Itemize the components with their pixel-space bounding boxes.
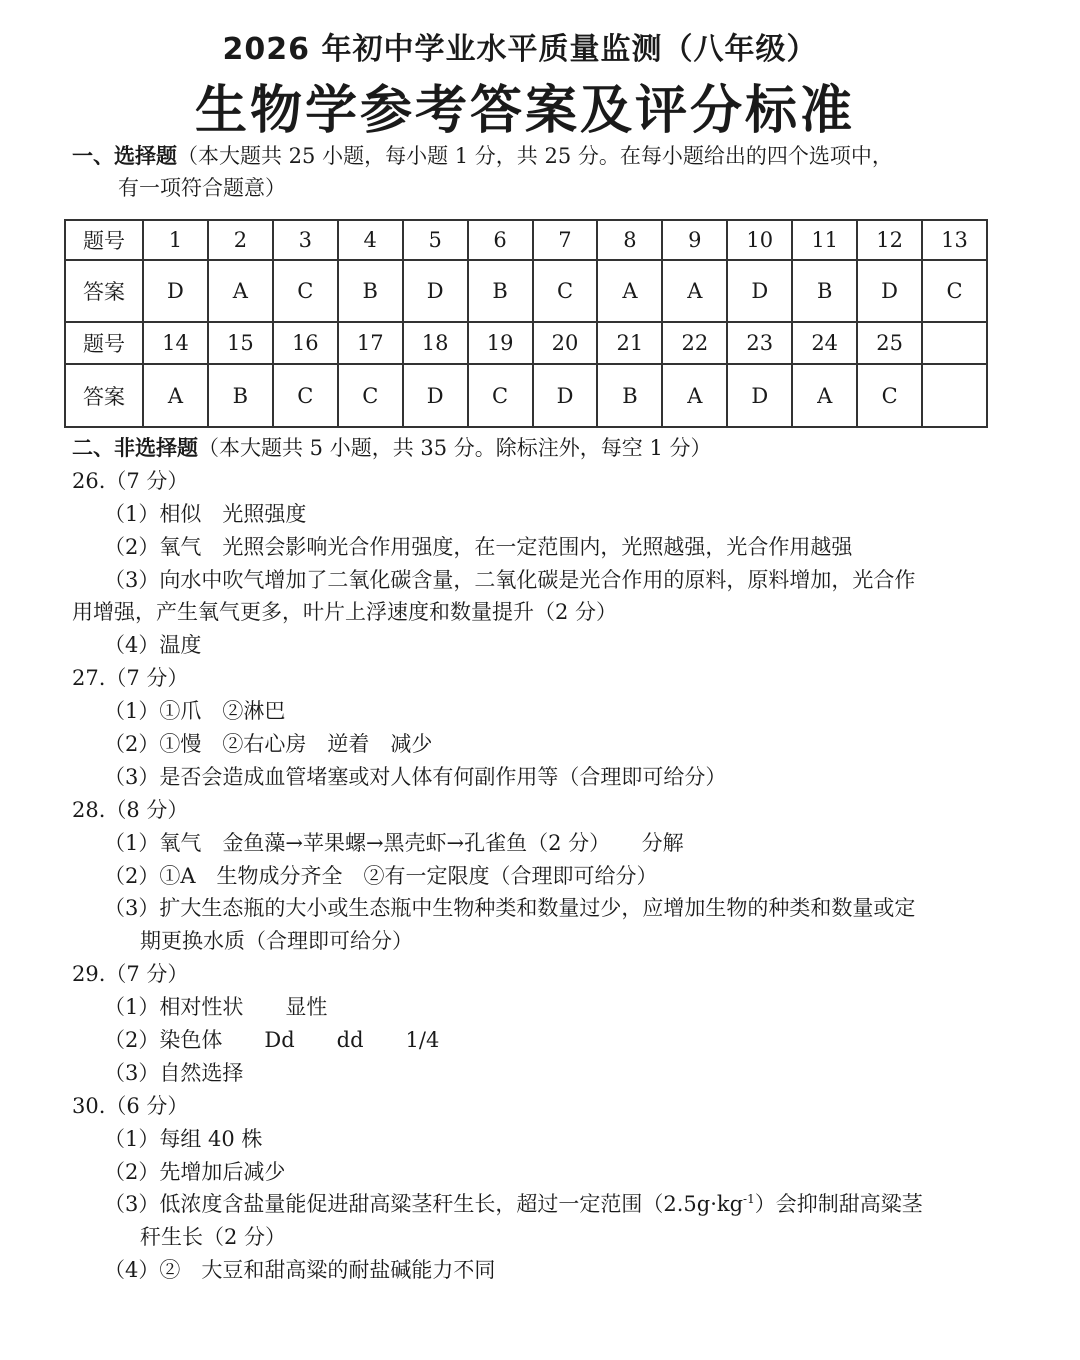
q28-answer-2: （2）①A 生物成分齐全 ②有一定限度（合理即可给分）	[104, 863, 658, 888]
q26-answer-4: （4）温度	[104, 633, 202, 658]
section-1-note: （本大题共 25 小题，每小题 1 分，共 25 分。在每小题给出的四个选项中，	[177, 144, 893, 168]
question-number-cell: 13	[922, 220, 987, 260]
answer-cell: C	[338, 364, 403, 427]
question-number-cell: 17	[338, 322, 403, 364]
q27-answer-2: （2）①慢 ②右心房 逆着 减少	[104, 732, 433, 757]
multiple-choice-answer-table	[64, 219, 988, 428]
answer-cell: B	[338, 260, 403, 322]
answer-cell: D	[727, 364, 792, 427]
q27-answer-1: （1）①爪 ②淋巴	[104, 699, 286, 724]
answer-cell: C	[273, 364, 338, 427]
question-28-title: 28.（8 分）	[72, 797, 189, 822]
q26-answer-2: （2）氧气 光照会影响光合作用强度，在一定范围内，光照越强，光合作用越强	[104, 534, 853, 559]
answer-cell: D	[143, 260, 208, 322]
answer-cell: B	[597, 364, 662, 427]
question-number-cell: 24	[792, 322, 857, 364]
unit-exponent: -1	[743, 1192, 755, 1207]
answer-cell: C	[857, 364, 922, 427]
empty-cell	[922, 364, 987, 427]
section-2-heading: 二、非选择题	[72, 436, 198, 460]
empty-cell	[922, 322, 987, 364]
table-row-answers-1	[65, 260, 987, 322]
answer-key-title: 生物学参考答案及评分标准	[194, 81, 855, 141]
q30-answer-3	[72, 1188, 1002, 1221]
answer-cell: C	[922, 260, 987, 322]
question-number-cell: 9	[662, 220, 727, 260]
question-26-title: 26.（7 分）	[72, 468, 189, 493]
table-row-numbers-1	[65, 220, 987, 260]
question-number-cell: 1	[143, 220, 208, 260]
question-number-cell: 18	[403, 322, 468, 364]
answer-cell: A	[792, 364, 857, 427]
q26-answer-1: （1）相似 光照强度	[104, 501, 307, 526]
question-number-cell: 10	[727, 220, 792, 260]
answer-cell: A	[662, 260, 727, 322]
q30-answer-3-cont: 秆生长（2 分）	[140, 1225, 287, 1250]
question-27-title: 27.（7 分）	[72, 666, 189, 691]
answer-cell: C	[273, 260, 338, 322]
section-1-heading: 一、选择题	[72, 144, 177, 168]
question-number-cell: 25	[857, 322, 922, 364]
row-label-number: 题号	[65, 220, 143, 260]
question-number-cell: 11	[792, 220, 857, 260]
q28-answer-1: （1）氧气 金鱼藻→苹果螺→黑壳虾→孔雀鱼（2 分） 分解	[104, 830, 684, 855]
answer-cell: B	[468, 260, 533, 322]
question-number-cell: 19	[468, 322, 533, 364]
table-row-numbers-2	[65, 322, 987, 364]
q29-answer-2: （2）染色体 Dd dd 1/4	[104, 1028, 440, 1053]
question-number-cell: 23	[727, 322, 792, 364]
q26-answer-3-cont: 用增强，产生氧气更多，叶片上浮速度和数量提升（2 分）	[72, 600, 618, 625]
answer-cell: B	[208, 364, 273, 427]
q30-answer-2: （2）先增加后减少	[104, 1159, 286, 1184]
q27-answer-3: （3）是否会造成血管堵塞或对人体有何副作用等（合理即可给分）	[104, 764, 727, 789]
section-1-intro	[72, 140, 992, 204]
question-number-cell: 21	[597, 322, 662, 364]
q30-answer-3-text: （3）低浓度含盐量能促进甜高粱茎秆生长，超过一定范围（2.5g·kg	[104, 1192, 744, 1217]
question-number-cell: 16	[273, 322, 338, 364]
answer-cell: B	[792, 260, 857, 322]
q30-answer-3-tail: ）会抑制甜高粱茎	[754, 1192, 923, 1217]
question-number-cell: 5	[403, 220, 468, 260]
q30-answer-4: （4）② 大豆和甜高粱的耐盐碱能力不同	[104, 1258, 496, 1283]
row-label-answer: 答案	[65, 260, 143, 322]
answer-cell: A	[662, 364, 727, 427]
q28-answer-3-cont: 期更换水质（合理即可给分）	[140, 929, 413, 954]
q26-answer-3: （3）向水中吹气增加了二氧化碳含量，二氧化碳是光合作用的原料，原料增加，光合作	[104, 567, 916, 592]
question-29-title: 29.（7 分）	[72, 962, 189, 987]
question-number-cell: 7	[533, 220, 598, 260]
answer-cell: A	[208, 260, 273, 322]
question-number-cell: 8	[597, 220, 662, 260]
question-number-cell: 2	[208, 220, 273, 260]
section-2-note: （本大题共 5 小题，共 35 分。除标注外，每空 1 分）	[198, 436, 712, 460]
q30-answer-1: （1）每组 40 株	[104, 1126, 263, 1151]
row-label-number: 题号	[65, 322, 143, 364]
q28-answer-3: （3）扩大生态瓶的大小或生态瓶中生物种类和数量过少，应增加生物的种类和数量或定	[104, 896, 916, 921]
answer-cell: C	[533, 260, 598, 322]
question-30-title: 30.（6 分）	[72, 1093, 189, 1118]
answer-cell: D	[403, 364, 468, 427]
table-row-answers-2	[65, 364, 987, 427]
exam-title: 2026 年初中学业水平质量监测（八年级）	[222, 32, 818, 67]
question-number-cell: 22	[662, 322, 727, 364]
question-number-cell: 12	[857, 220, 922, 260]
answer-cell: A	[597, 260, 662, 322]
q29-answer-3: （3）自然选择	[104, 1060, 244, 1085]
question-number-cell: 4	[338, 220, 403, 260]
section-1-note-cont: 有一项符合题意）	[118, 176, 286, 200]
question-number-cell: 14	[143, 322, 208, 364]
q29-answer-1: （1）相对性状 显性	[104, 995, 328, 1020]
answer-cell: D	[727, 260, 792, 322]
row-label-answer: 答案	[65, 364, 143, 427]
answer-cell: D	[533, 364, 598, 427]
question-number-cell: 3	[273, 220, 338, 260]
section-2-content	[72, 432, 1002, 1287]
answer-cell: D	[403, 260, 468, 322]
question-number-cell: 15	[208, 322, 273, 364]
answer-cell: A	[143, 364, 208, 427]
answer-cell: C	[468, 364, 533, 427]
answer-cell: D	[857, 260, 922, 322]
question-number-cell: 20	[533, 322, 598, 364]
question-number-cell: 6	[468, 220, 533, 260]
